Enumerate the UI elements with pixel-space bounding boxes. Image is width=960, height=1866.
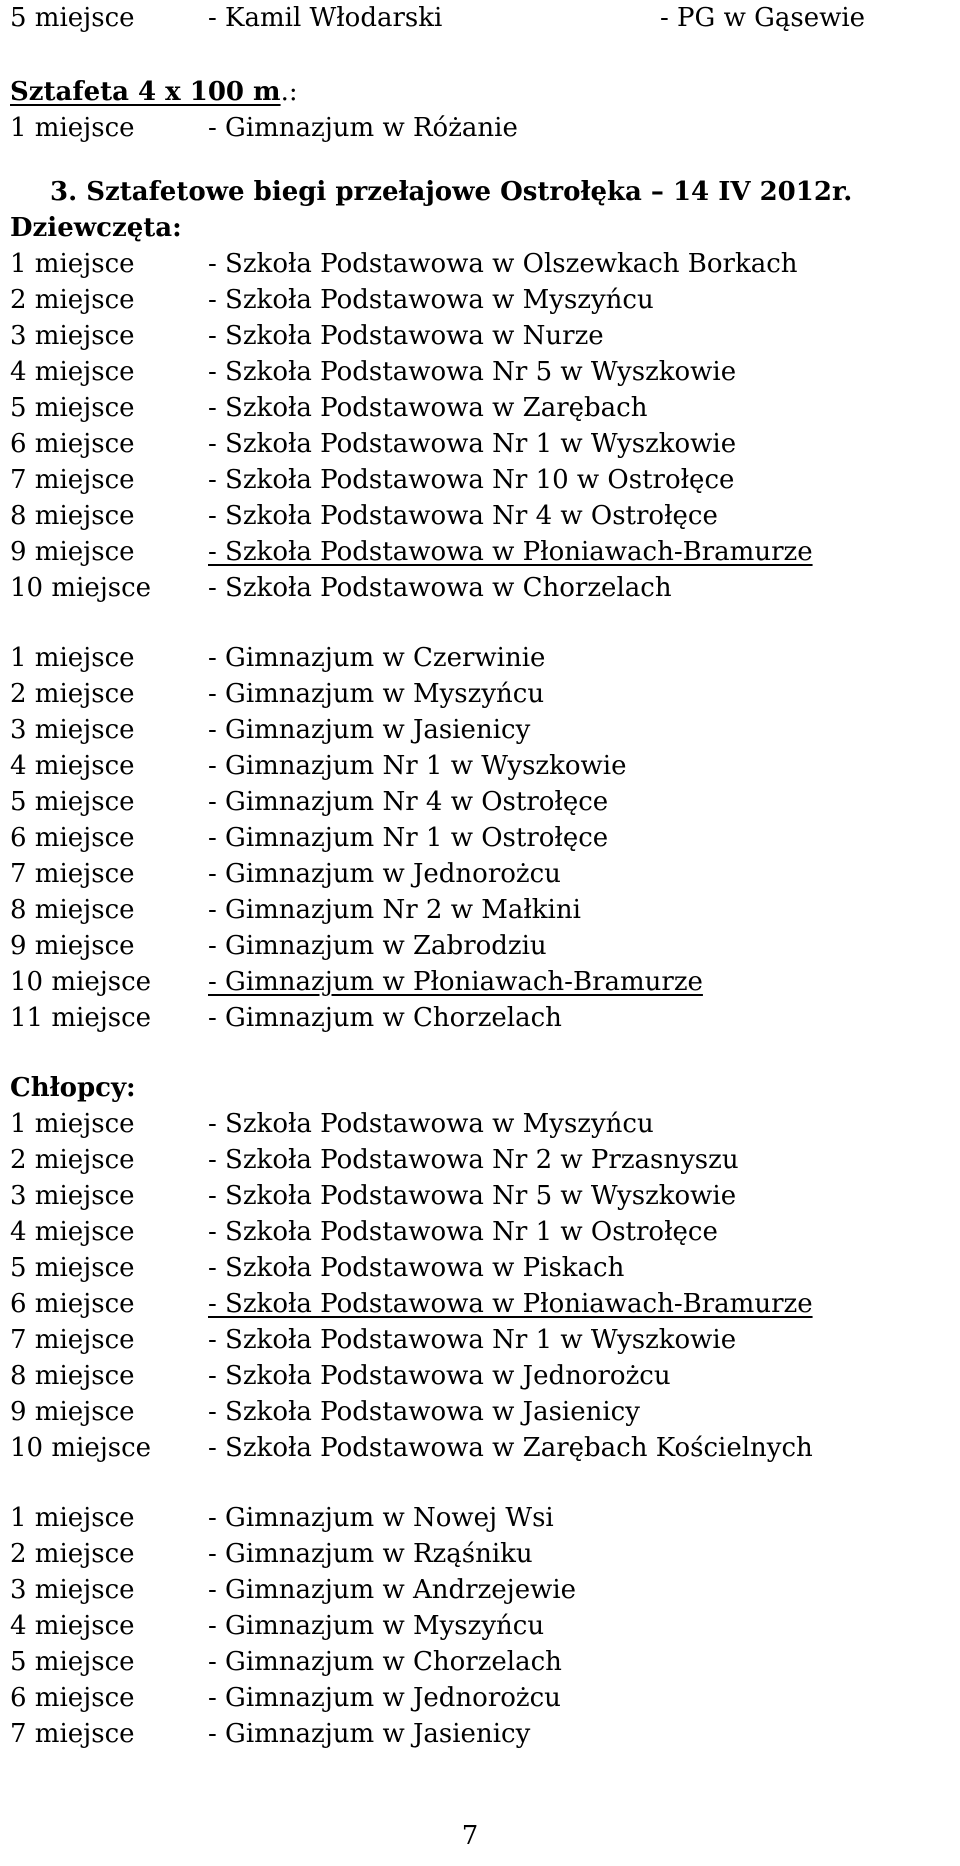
- list-item: [10, 748, 950, 784]
- entry-school: - Szkoła Podstawowa Nr 1 w Wyszkowie: [208, 1325, 737, 1355]
- entry-place: 10 miejsce: [10, 1433, 152, 1463]
- list-item: [10, 784, 950, 820]
- entry-school: - Gimnazjum w Chorzelach: [208, 1003, 562, 1033]
- entry-school: - Gimnazjum w Płoniawach-Bramurze: [208, 967, 703, 997]
- relay-title: Sztafeta 4 x 100 m: [10, 77, 281, 107]
- list-item: [10, 318, 950, 354]
- entry-school: - Szkoła Podstawowa Nr 5 w Wyszkowie: [208, 1181, 737, 1211]
- entry-school: - Gimnazjum Nr 4 w Ostrołęce: [208, 787, 609, 817]
- entry-place: 7 miejsce: [10, 1325, 135, 1355]
- entry-place: 4 miejsce: [10, 357, 135, 387]
- list-item: [10, 1286, 950, 1322]
- list-item: [10, 462, 950, 498]
- entry-place: 10 miejsce: [10, 573, 152, 603]
- entry-place: 1 miejsce: [10, 249, 135, 279]
- entry-school: - Szkoła Podstawowa Nr 1 w Wyszkowie: [208, 429, 737, 459]
- entry-place: 2 miejsce: [10, 1539, 135, 1569]
- list-item: [10, 1608, 950, 1644]
- list-item: [10, 1716, 950, 1752]
- entry-place: 1 miejsce: [10, 113, 135, 143]
- entry-place: 1 miejsce: [10, 1109, 135, 1139]
- list-item: [10, 1394, 950, 1430]
- list-item: [10, 1644, 950, 1680]
- entry-school: - Gimnazjum w Myszyńcu: [208, 1611, 545, 1641]
- entry-school: - PG w Gąsewie: [660, 3, 866, 33]
- entry-school: - Szkoła Podstawowa w Jednorożcu: [208, 1361, 671, 1391]
- list-item: [10, 1500, 950, 1536]
- entry-place: 3 miejsce: [10, 715, 135, 745]
- entry-school: - Szkoła Podstawowa Nr 2 w Przasnyszu: [208, 1145, 739, 1175]
- list-item: [10, 1572, 950, 1608]
- boys-primary-list: [10, 1106, 950, 1466]
- list-item: [10, 1430, 950, 1466]
- entry-school: - Szkoła Podstawowa w Piskach: [208, 1253, 625, 1283]
- spacer: [10, 606, 950, 640]
- entry-school: - Szkoła Podstawowa w Olszewkach Borkach: [208, 249, 798, 279]
- entry-place: 9 miejsce: [10, 1397, 135, 1427]
- list-item: [10, 570, 950, 606]
- entry-school: - Szkoła Podstawowa Nr 4 w Ostrołęce: [208, 501, 718, 531]
- list-item: [10, 892, 950, 928]
- list-item: [10, 856, 950, 892]
- entry-school: - Gimnazjum w Chorzelach: [208, 1647, 562, 1677]
- boys-gymnasium-list: [10, 1500, 950, 1752]
- entry-school: - Szkoła Podstawowa w Chorzelach: [208, 573, 672, 603]
- entry-place: 3 miejsce: [10, 321, 135, 351]
- entry-place: 7 miejsce: [10, 859, 135, 889]
- entry-school: - Szkoła Podstawowa w Płoniawach-Bramurze: [208, 1289, 813, 1319]
- entry-name: - Kamil Włodarski: [208, 3, 443, 33]
- relay-heading: [10, 74, 950, 110]
- entry-place: 2 miejsce: [10, 679, 135, 709]
- entry-place: 9 miejsce: [10, 931, 135, 961]
- document-page: [10, 0, 950, 1752]
- list-item: [10, 534, 950, 570]
- entry-school: - Szkoła Podstawowa w Płoniawach-Bramurze: [208, 537, 813, 567]
- entry-place: 5 miejsce: [10, 1253, 135, 1283]
- entry-school: - Gimnazjum w Myszyńcu: [208, 679, 545, 709]
- list-item: [10, 1680, 950, 1716]
- entry-place: 4 miejsce: [10, 1217, 135, 1247]
- entry-school: - Szkoła Podstawowa w Zarębach Kościelnych: [208, 1433, 813, 1463]
- entry-school: - Gimnazjum w Czerwinie: [208, 643, 546, 673]
- list-item: [10, 1000, 950, 1036]
- entry-place: 8 miejsce: [10, 895, 135, 925]
- list-item: [10, 498, 950, 534]
- list-item: [10, 1536, 950, 1572]
- list-item: [10, 676, 950, 712]
- list-item: [10, 964, 950, 1000]
- entry-place: 3 miejsce: [10, 1575, 135, 1605]
- entry-place: 7 miejsce: [10, 465, 135, 495]
- entry-place: 10 miejsce: [10, 967, 152, 997]
- entry-place: 6 miejsce: [10, 823, 135, 853]
- entry-school: - Gimnazjum w Nowej Wsi: [208, 1503, 554, 1533]
- entry-place: 9 miejsce: [10, 537, 135, 567]
- entry-place: 4 miejsce: [10, 1611, 135, 1641]
- list-item: [10, 110, 950, 146]
- entry-school: - Szkoła Podstawowa Nr 5 w Wyszkowie: [208, 357, 737, 387]
- entry-place: 2 miejsce: [10, 285, 135, 315]
- list-item: [10, 1142, 950, 1178]
- entry-place: 2 miejsce: [10, 1145, 135, 1175]
- section-title: 3. Sztafetowe biegi przełajowe Ostrołęka – 14 IV 2012r.: [50, 177, 853, 207]
- list-item: [10, 390, 950, 426]
- entry-place: 5 miejsce: [10, 1647, 135, 1677]
- entry-place: 5 miejsce: [10, 787, 135, 817]
- entry-place: 1 miejsce: [10, 1503, 135, 1533]
- girls-label: Dziewczęta:: [10, 213, 182, 243]
- entry-school: - Szkoła Podstawowa w Myszyńcu: [208, 1109, 654, 1139]
- entry-school: - Szkoła Podstawowa w Myszyńcu: [208, 285, 654, 315]
- list-item: [10, 246, 950, 282]
- entry-place: 7 miejsce: [10, 1719, 135, 1749]
- entry-school: - Gimnazjum w Jasienicy: [208, 1719, 531, 1749]
- entry-place: 8 miejsce: [10, 501, 135, 531]
- list-item: [10, 282, 950, 318]
- list-item: [10, 354, 950, 390]
- entry-school: - Gimnazjum w Jednorożcu: [208, 1683, 561, 1713]
- entry-place: 5 miejsce: [10, 3, 135, 33]
- list-item: [10, 1358, 950, 1394]
- entry-school: - Gimnazjum Nr 2 w Małkini: [208, 895, 581, 925]
- entry-school: - Szkoła Podstawowa Nr 1 w Ostrołęce: [208, 1217, 718, 1247]
- entry-place: 6 miejsce: [10, 1289, 135, 1319]
- page-number: 7: [461, 1821, 479, 1851]
- entry-school: - Gimnazjum Nr 1 w Ostrołęce: [208, 823, 609, 853]
- girls-primary-list: [10, 246, 950, 606]
- list-item: [10, 640, 950, 676]
- spacer: [10, 1466, 950, 1500]
- entry-place: 6 miejsce: [10, 1683, 135, 1713]
- entry-school: - Gimnazjum w Jednorożcu: [208, 859, 561, 889]
- girls-gymnasium-list: [10, 640, 950, 1036]
- spacer: [10, 36, 950, 74]
- list-item: [10, 1214, 950, 1250]
- list-item: [10, 1106, 950, 1142]
- list-item: [10, 1250, 950, 1286]
- entry-place: 1 miejsce: [10, 643, 135, 673]
- spacer: [10, 146, 950, 164]
- entry-place: 11 miejsce: [10, 1003, 152, 1033]
- entry-school: - Gimnazjum Nr 1 w Wyszkowie: [208, 751, 627, 781]
- entry-school: - Szkoła Podstawowa w Jasienicy: [208, 1397, 640, 1427]
- entry-place: 8 miejsce: [10, 1361, 135, 1391]
- entry-school: - Gimnazjum w Różanie: [208, 113, 518, 143]
- relay-title-suffix: .:: [280, 77, 298, 107]
- list-item: [10, 426, 950, 462]
- entry-place: 5 miejsce: [10, 393, 135, 423]
- top-entry-row: [10, 0, 950, 36]
- entry-school: - Szkoła Podstawowa w Nurze: [208, 321, 604, 351]
- entry-school: - Szkoła Podstawowa Nr 10 w Ostrołęce: [208, 465, 735, 495]
- entry-place: 6 miejsce: [10, 429, 135, 459]
- list-item: [10, 928, 950, 964]
- entry-school: - Gimnazjum w Andrzejewie: [208, 1575, 577, 1605]
- list-item: [10, 1178, 950, 1214]
- entry-school: - Gimnazjum w Rząśniku: [208, 1539, 533, 1569]
- entry-school: - Szkoła Podstawowa w Zarębach: [208, 393, 648, 423]
- boys-label: Chłopcy:: [10, 1073, 136, 1103]
- list-item: [10, 712, 950, 748]
- list-item: [10, 1322, 950, 1358]
- list-item: [10, 820, 950, 856]
- entry-place: 3 miejsce: [10, 1181, 135, 1211]
- entry-school: - Gimnazjum w Zabrodziu: [208, 931, 547, 961]
- entry-school: - Gimnazjum w Jasienicy: [208, 715, 531, 745]
- entry-place: 4 miejsce: [10, 751, 135, 781]
- spacer: [10, 1036, 950, 1070]
